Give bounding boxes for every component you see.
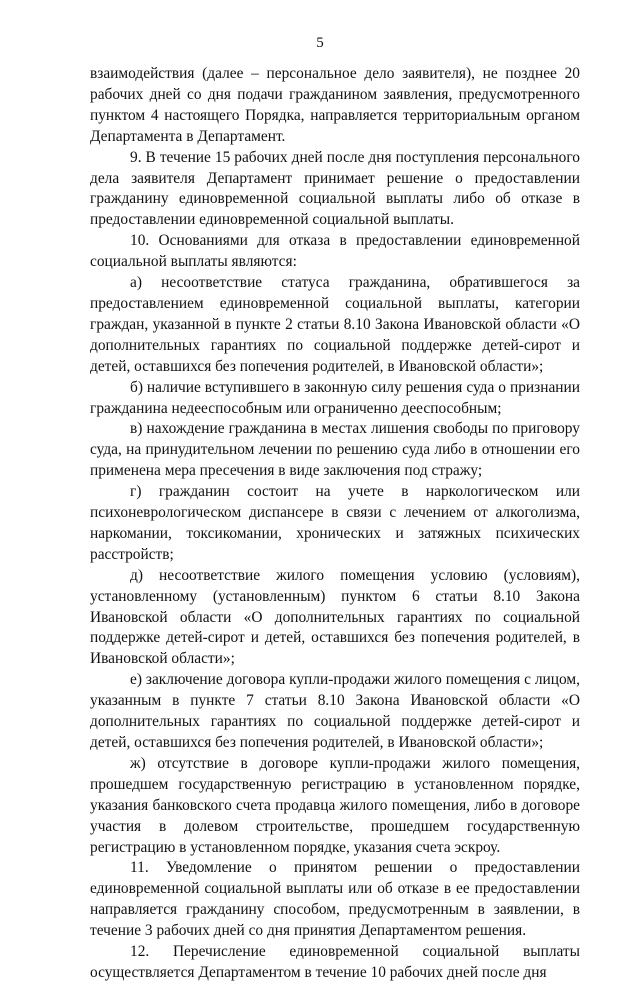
paragraph-continuation: взаимодействия (далее – персональное дело заявителя), не позднее 20 рабочих дней со дня подачи гражданином заявления, предусмотренного пунктом 4 настоящего Порядка, направляется территориальным органом Департамента в Департамент. <box>90 65 580 145</box>
paragraph-item-12: 12. Перечисление единовременной социальной выплаты осуществляется Департаментом в течение 10 рабочих дней после дня <box>90 943 580 981</box>
paragraph-item-11: 11. Уведомление о принятом решении о предоставлении единовременной социальной выплаты или об отказе в ее предоставлении направляется гражданину способом, предусмотренным в заявлении, в течение 3 рабочих дней со дня принятия Департаментом решения. <box>90 859 580 940</box>
paragraph-subitem-b: б) наличие вступившего в законную силу решения суда о признании гражданина недееспособным или ограниченно дееспособным; <box>90 378 580 417</box>
paragraph-item-9: 9. В течение 15 рабочих дней после дня поступления персонального дела заявителя Департамент принимает решение о предоставлении гражданину единовременной социальной выплаты либо об отказе в предоставлении единовременной социальной выплаты. <box>90 148 580 229</box>
paragraph-subitem-d: д) несоответствие жилого помещения условию (условиям), установленному (установленным) пунктом 6 статьи 8.10 Закона Ивановской области «О дополнительных гарантиях по социальной поддержке детей-сирот и детей, оставшихся без попечения родителей, в Ивановской области»; <box>90 566 580 668</box>
paragraph-subitem-e: е) заключение договора купли-продажи жилого помещения с лицом, указанным в пункте 7 статьи 8.10 Закона Ивановской области «О дополнительных гарантиях по социальной поддержке детей-сирот и детей, оставшихся без попечения родителей, в Ивановской области»; <box>90 671 580 751</box>
page-number: 5 <box>316 35 324 51</box>
paragraph-subitem-zh: ж) отсутствие в договоре купли-продажи жилого помещения, прошедшем государственную регистрацию в установленном порядке, указания банковского счета продавца жилого помещения, либо в договоре участия в долевом строительстве, прошедшем государственную регистрацию в установленном порядке, указания счета эскроу. <box>90 754 580 856</box>
paragraph-item-10: 10. Основаниями для отказа в предоставлении единовременной социальной выплаты являются: <box>90 232 580 271</box>
paragraph-subitem-v: в) нахождение гражданина в местах лишения свободы по приговору суда, на принудительном лечении по решению суда либо в отношении его применена мера пресечения в виде заключения под стражу; <box>90 420 580 480</box>
paragraph-subitem-a: а) несоответствие статуса гражданина, обратившегося за предоставлением единовременной социальной выплаты, категории граждан, указанной в пункте 2 статьи 8.10 Закона Ивановской области «О дополнительных гарантиях по социальной поддержке детей-сирот и детей, оставшихся без попечения родителей, в Ивановской области»; <box>90 274 580 375</box>
document-body <box>90 64 580 984</box>
paragraph-subitem-g: г) гражданин состоит на учете в наркологическом или психоневрологическом диспансере в связи с лечением от алкоголизма, наркомании, токсикомании, хронических и затяжных психических расстройств; <box>90 483 580 563</box>
